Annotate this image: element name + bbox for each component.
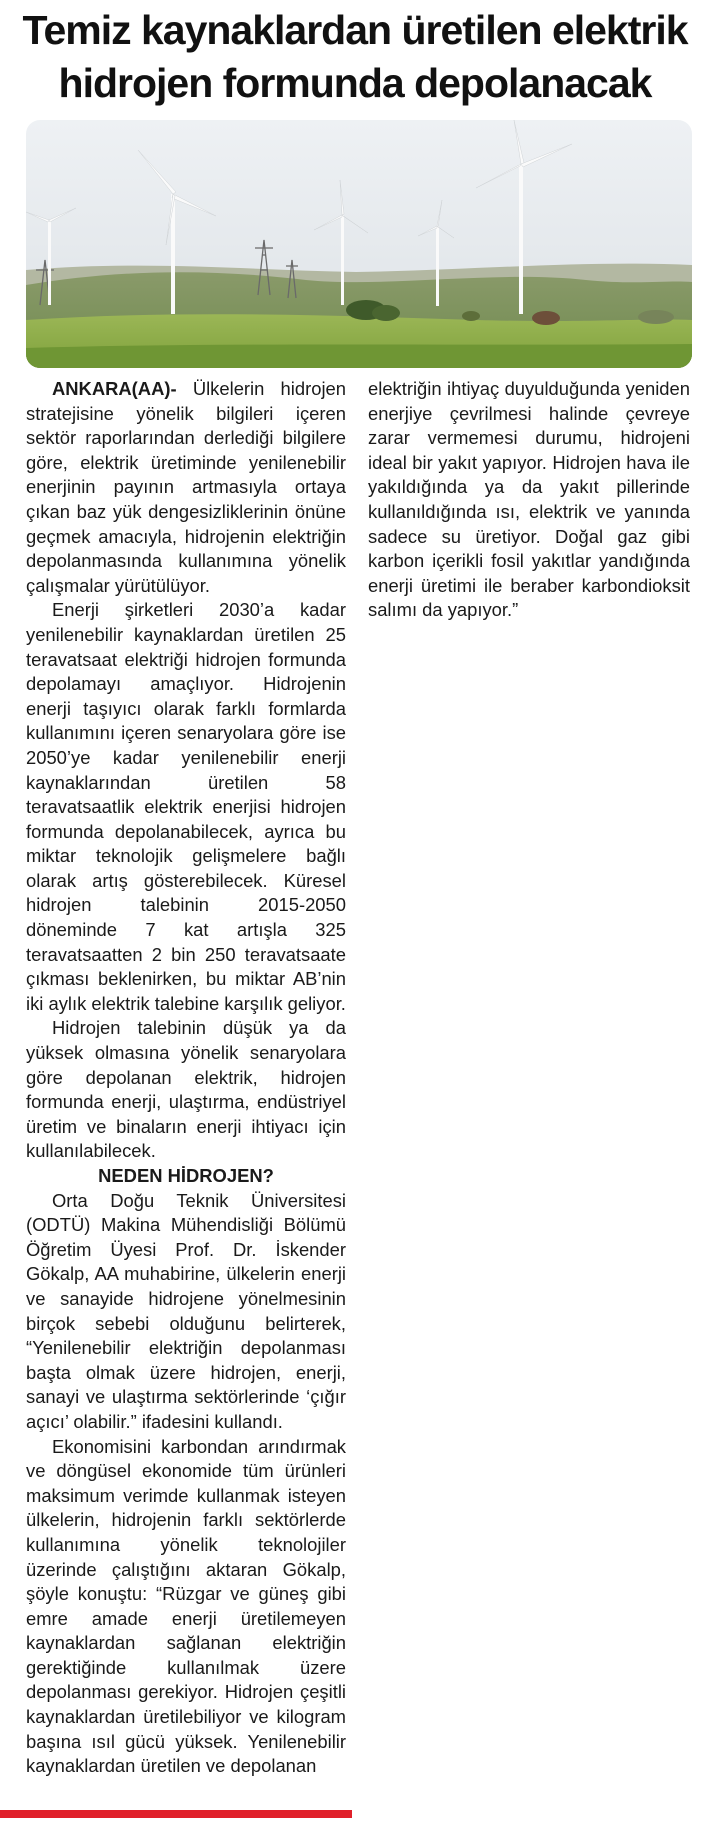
dateline: ANKARA(AA)- — [52, 378, 177, 399]
headline — [0, 4, 710, 110]
headline-line-2: hidrojen formunda depolanacak — [58, 60, 652, 106]
paragraph-5: Ekonomisini karbondan arındırmak ve döngüsel ekonomide tüm ürünleri maksimum verimde kullanmak isteyen ülkelerin, hidrojenin farklı sektörlerde kullanımına yönelik teknolojiler üzerinde çalıştığını aktaran Gökalp, şöyle konuştu: “Rüzgar ve güneş gibi emre amade enerji üretilemeyen kaynaklardan sağlanan elektriğin gerektiğinde kullanılmak üzere depolanması gerekiyor. Hidrojen çeşitli kaynaklardan üretilebiliyor ve kilogram başına ısıl gücü yüksek. Yenilenebilir kaynaklardan üretilen ve depolanan — [26, 1435, 346, 1777]
paragraph-2: Enerji şirketleri 2030’a kadar yenilenebilir kaynaklardan üretilen 25 teravatsaat elektriği hidrojen formunda depolamayı amaçlıyor. Hidrojenin enerji taşıyıcı olarak farklı formlarda kullanımını içeren senaryolara göre ise 2050’ye kadar yenilenebilir enerji kaynaklarından üretilen 58 teravatsaatlik elektrik enerjisi hidrojen formunda depolanabilecek, ayrıca bu miktar teknolojik gelişmelere bağlı olarak artış gösterebilecek. Küresel hidrojen talebinin 2015-2050 döneminde 7 kat artışla 325 teravatsaatten 2 bin 250 teravatsaate çıkması beklenirken, bu miktar AB’nin iki aylık elektrik talebine karşılık geliyor. — [26, 599, 346, 1014]
wind-turbines-photo — [26, 120, 692, 368]
paragraph-4: Orta Doğu Teknik Üniversitesi (ODTÜ) Makina Mühendisliği Bölümü Öğretim Üyesi Prof. Dr. İskender Gökalp, AA muhabirine, ülkelerin enerji ve sanayide hidrojene yönelmesinin birçok sebebi olduğunu belirterek, “Yenilenebilir elektriğin depolanması başta olmak üzere hidrojen, enerji, sanayi ve ulaştırma sektörlerinde ‘çığır açıcı’ olabilir.” ifadesini kullandı. — [26, 1189, 346, 1432]
article-column-right — [368, 377, 690, 623]
paragraph-1 — [26, 377, 346, 598]
headline-line-1: Temiz kaynaklardan üretilen elektrik — [22, 7, 688, 53]
accent-rule — [0, 1810, 352, 1818]
article-column-left — [26, 377, 346, 1779]
paragraph-5-continued: elektriğin ihtiyaç duyulduğunda yeniden enerjiye çevrilmesi halinde çevreye zarar vermemesi durumu, hidrojeni ideal bir yakıt yapıyor. Hidrojen hava ile yakıldığında ya da yakıt pillerinde kullanıldığında ısı, elektrik ve yanında sadece su üretiyor. Doğal gaz gibi karbon içerikli fosil yakıtlar yandığında enerji üretimi ile beraber karbondioksit salımı da yapıyor.” — [368, 378, 690, 621]
paragraph-3: Hidrojen talebinin düşük ya da yüksek olmasına yönelik senaryolara göre depolanan elektrik, hidrojen formunda enerji, ulaştırma, endüstriyel üretim ve binaların enerji ihtiyacı için kullanılabilecek. — [26, 1017, 346, 1162]
paragraph-1-text: Ülkelerin hidrojen stratejisine yönelik bilgileri içeren sektör raporlarından derlediği bilgilere göre, elektrik üretiminde yenilenebilir enerjinin payının artmasıyla ortaya çıkan baz yük dengesizliklerinin önüne geçmek amacıyla, hidrojenin elektriğin depolanmasında kullanımına yönelik çalışmalar yürütülüyor. — [26, 378, 346, 596]
subheading: NEDEN HİDROJEN? — [98, 1165, 274, 1186]
